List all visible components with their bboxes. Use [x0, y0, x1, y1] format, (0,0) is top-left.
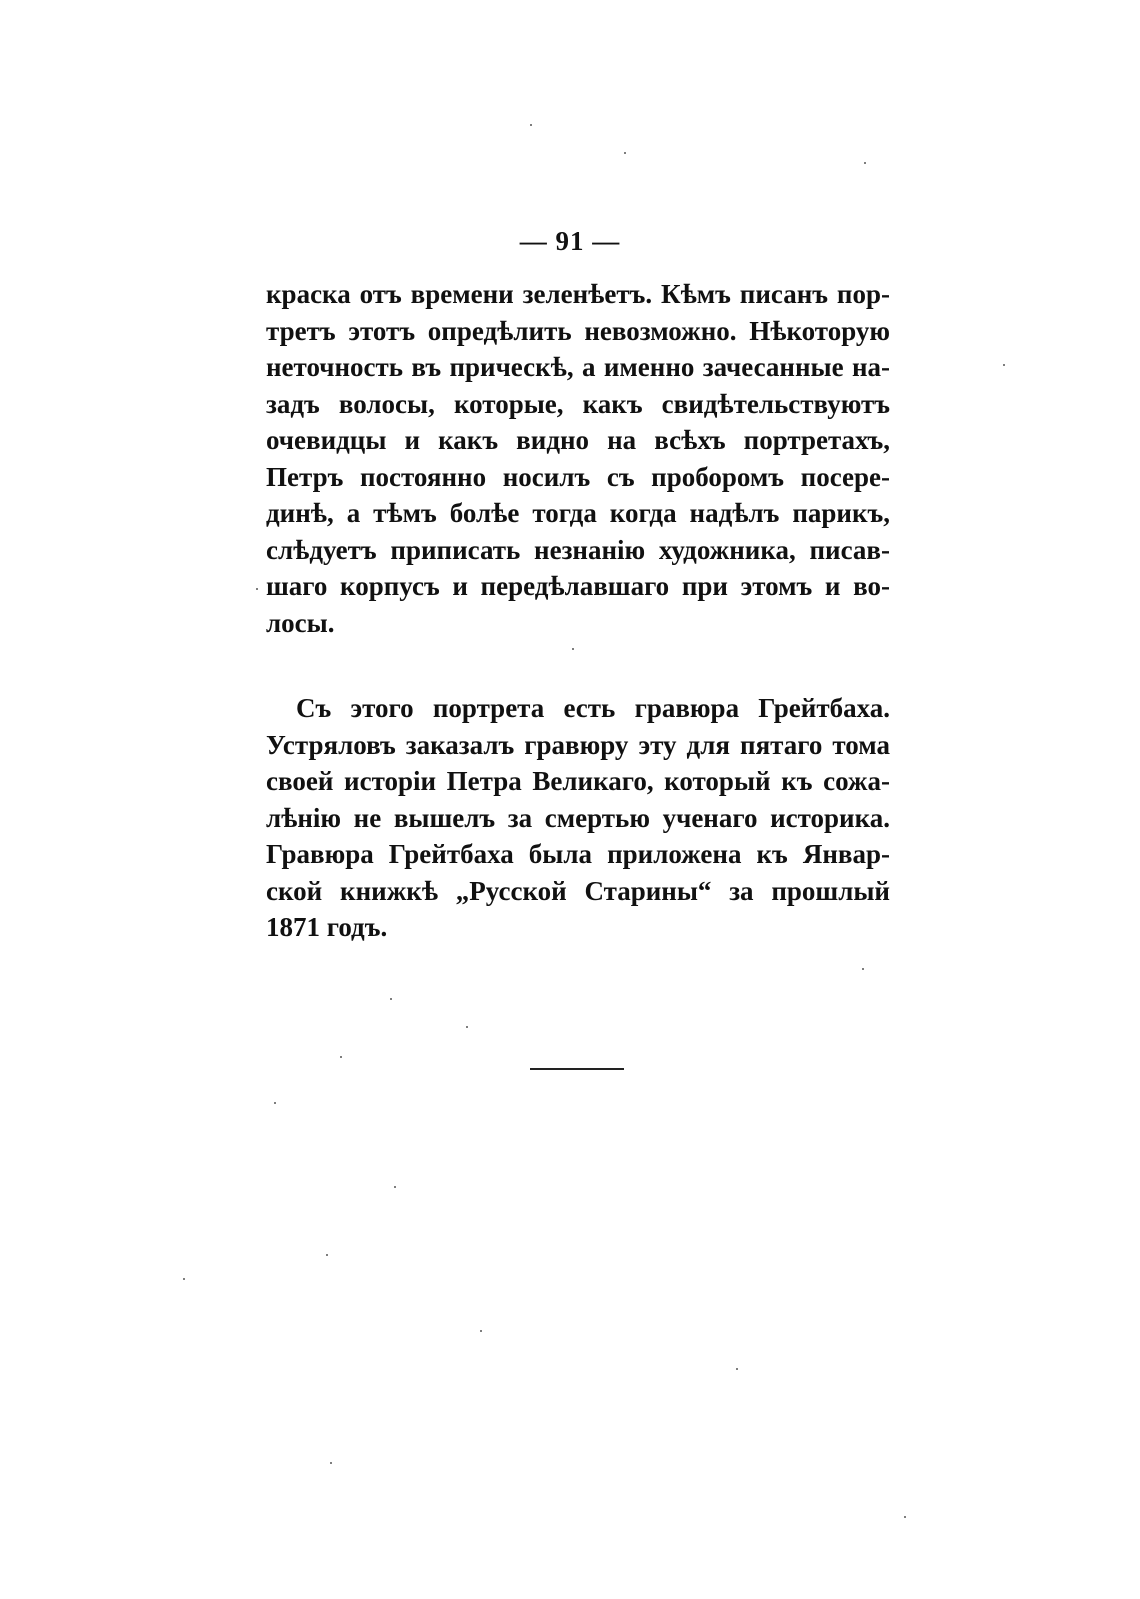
page-number: — 91 —: [519, 226, 621, 256]
paragraph-1: [266, 276, 890, 641]
scan-speck: [624, 152, 626, 154]
scan-speck: [904, 1516, 906, 1518]
text-line: краска отъ времени зеленѣетъ. Кѣмъ писанъ пор-: [266, 279, 890, 309]
text-line: очевидцы и какъ видно на всѣхъ портретахъ,: [266, 425, 890, 455]
scan-speck: [390, 998, 392, 1000]
scan-speck: [530, 124, 532, 126]
scan-speck: [326, 1254, 328, 1256]
text-line: слѣдуетъ приписать незнанію художника, писав-: [266, 534, 890, 565]
text-line: Устряловъ заказалъ гравюру эту для пятаго тома: [266, 729, 890, 760]
scan-speck: [466, 1026, 468, 1028]
paragraph-2: [266, 690, 890, 946]
scan-speck: [256, 588, 258, 590]
text-line: ской книжкѣ „Русской Старины“ за прошлый: [266, 875, 890, 906]
scan-speck: [864, 162, 866, 164]
scan-speck: [480, 1330, 482, 1332]
scan-speck: [1003, 364, 1005, 366]
text-line: 1871 годъ.: [266, 912, 388, 942]
scan-speck: [736, 1368, 738, 1370]
scan-speck: [862, 968, 864, 970]
scan-speck: [274, 1102, 276, 1104]
text-line: своей исторіи Петра Великаго, который къ сожа-: [266, 766, 890, 796]
scan-speck: [330, 1462, 332, 1464]
scan-speck: [394, 1186, 396, 1188]
text-line: задъ волосы, которые, какъ свидѣтельствуютъ: [266, 388, 890, 419]
scan-speck: [183, 1278, 185, 1280]
text-line: Съ этого портрета есть гравюра Грейтбаха.: [296, 693, 890, 723]
text-line: Гравюра Грейтбаха была приложена къ Январ-: [266, 839, 890, 869]
text-line: лѣнію не вышелъ за смертью ученаго историка.: [266, 802, 890, 833]
scan-speck: [572, 648, 574, 650]
text-line: шаго корпусъ и передѣлавшаго при этомъ и во-: [266, 571, 890, 601]
text-line: динѣ, а тѣмъ болѣе тогда когда надѣлъ парикъ,: [266, 498, 890, 528]
text-line: неточность въ прическѣ, а именно зачесанные на-: [266, 352, 890, 382]
end-rule: [530, 1068, 624, 1070]
text-line: третъ этотъ опредѣлить невозможно. Нѣкоторую: [266, 315, 890, 346]
text-line: Петръ постоянно носилъ съ проборомъ посере-: [266, 461, 890, 492]
scan-speck: [340, 1056, 342, 1058]
text-line: лосы.: [266, 607, 335, 638]
